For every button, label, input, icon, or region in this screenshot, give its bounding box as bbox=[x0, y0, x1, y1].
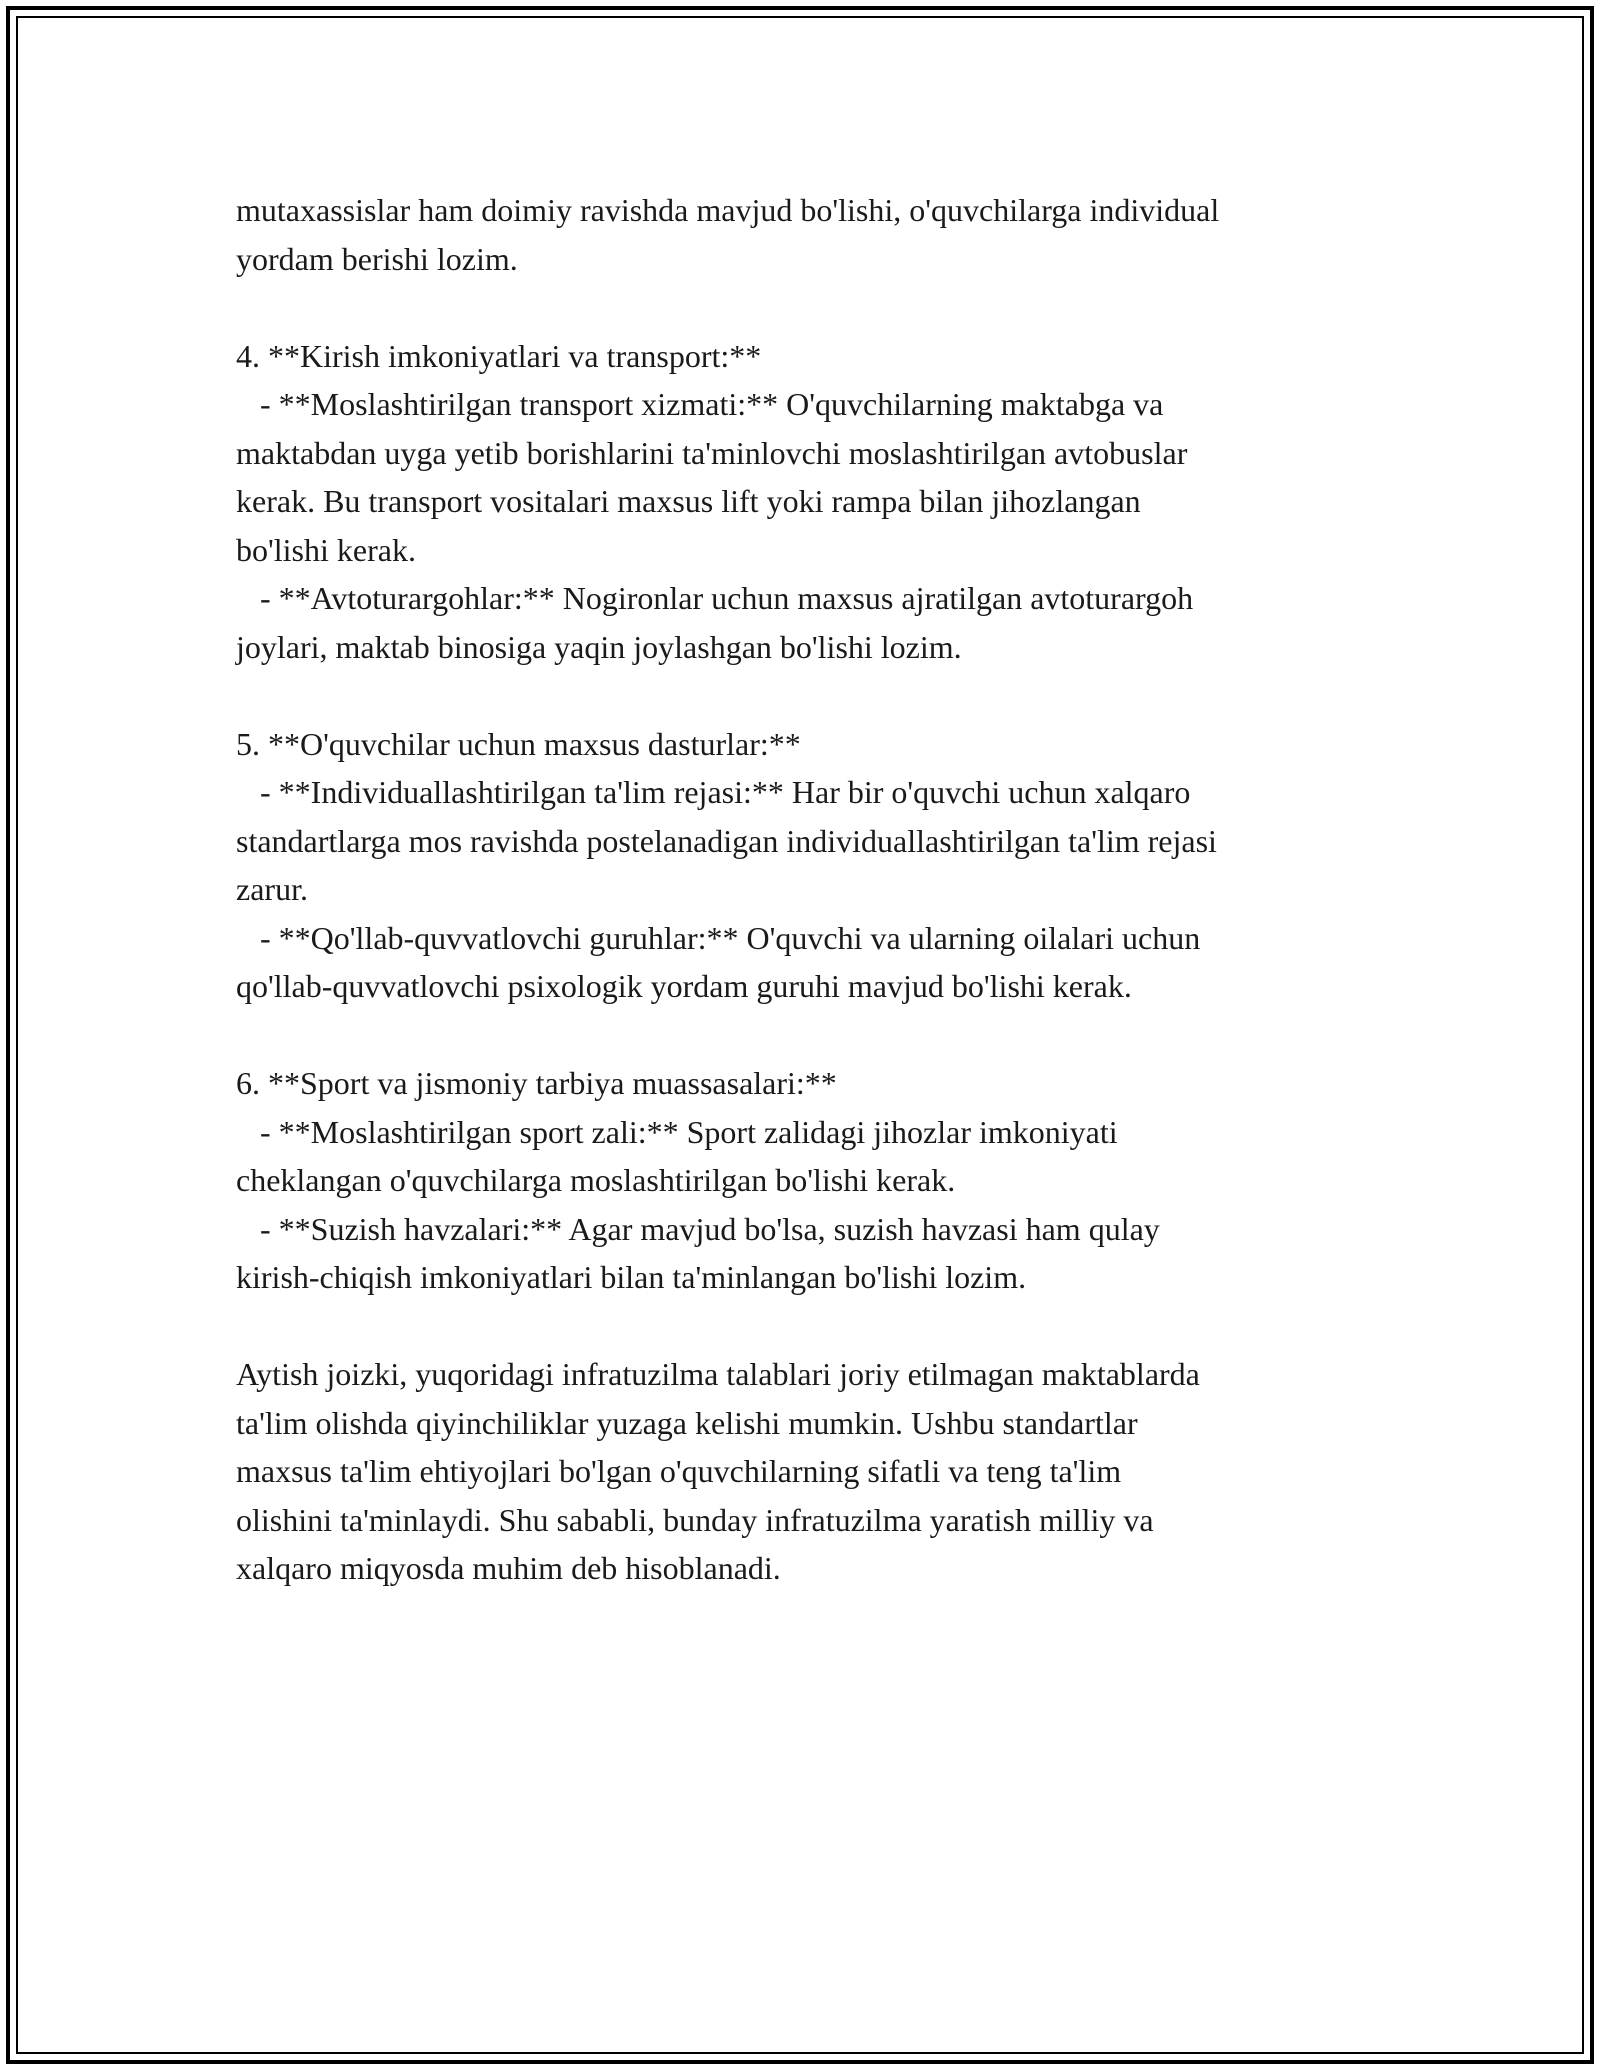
conclusion-line: ta'lim olishda qiyinchiliklar yuzaga kelishi mumkin. Ushbu standartlar bbox=[236, 1404, 1138, 1441]
section-heading: 5. **O'quvchilar uchun maxsus dasturlar:** bbox=[236, 725, 801, 762]
text-line: bo'lishi kerak. bbox=[236, 531, 416, 568]
text-line: kerak. Bu transport vositalari maxsus lift yoki rampa bilan jihozlangan bbox=[236, 483, 1141, 519]
list-item-line: - **Suzish havzalari:** Agar mavjud bo'lsa, suzish havzasi ham qulay bbox=[236, 1210, 1160, 1247]
conclusion-line: maxsus ta'lim ehtiyojlari bo'lgan o'quvchilarning sifatli va teng ta'lim bbox=[236, 1453, 1122, 1489]
text-line: maktabdan uyga yetib borishlarini ta'minlovchi moslashtirilgan avtobuslar bbox=[236, 434, 1188, 471]
text-line: cheklangan o'quvchilarga moslashtirilgan bo'lishi kerak. bbox=[236, 1162, 956, 1198]
list-item-line: - **Individuallashtirilgan ta'lim rejasi:** Har bir o'quvchi uchun xalqaro bbox=[236, 774, 1191, 810]
paragraph-gap bbox=[236, 1011, 1386, 1060]
text-line: zarur. bbox=[236, 871, 308, 907]
conclusion-line: olishini ta'minlaydi. Shu sababli, bunday infratuzilma yaratish milliy va bbox=[236, 1501, 1154, 1538]
section-heading: 4. **Kirish imkoniyatlari va transport:** bbox=[236, 337, 762, 374]
list-item-line: - **Qo'llab-quvvatlovchi guruhlar:** O'quvchi va ularning oilalari uchun bbox=[236, 919, 1201, 956]
text-line: mutaxassislar ham doimiy ravishda mavjud bo'lishi, o'quvchilarga individual bbox=[236, 192, 1220, 228]
list-item-line: - **Avtoturargohlar:** Nogironlar uchun maxsus ajratilgan avtoturargoh bbox=[236, 580, 1194, 616]
conclusion-line: Aytish joizki, yuqoridagi infratuzilma talablari joriy etilmagan maktablarda bbox=[236, 1356, 1200, 1392]
paragraph-gap bbox=[236, 671, 1386, 720]
text-line: joylari, maktab binosiga yaqin joylashgan bo'lishi lozim. bbox=[236, 628, 962, 665]
list-item-line: - **Moslashtirilgan sport zali:** Sport zalidagi jihozlar imkoniyati bbox=[236, 1113, 1118, 1150]
document-body bbox=[236, 186, 1386, 1593]
text-line: standartlarga mos ravishda postelanadigan individuallashtirilgan ta'lim rejasi bbox=[236, 822, 1217, 859]
paragraph-gap bbox=[236, 1302, 1386, 1351]
paragraph-gap bbox=[236, 283, 1386, 332]
conclusion-line: xalqaro miqyosda muhim deb hisoblanadi. bbox=[236, 1550, 781, 1586]
text-line: kirish-chiqish imkoniyatlari bilan ta'minlangan bo'lishi lozim. bbox=[236, 1259, 1027, 1295]
list-item-line: - **Moslashtirilgan transport xizmati:** O'quvchilarning maktabga va bbox=[236, 386, 1164, 422]
text-line: qo'llab-quvvatlovchi psixologik yordam guruhi mavjud bo'lishi kerak. bbox=[236, 968, 1132, 1004]
text-line: yordam berishi lozim. bbox=[236, 240, 518, 277]
section-heading: 6. **Sport va jismoniy tarbiya muassasalari:** bbox=[236, 1065, 837, 1101]
